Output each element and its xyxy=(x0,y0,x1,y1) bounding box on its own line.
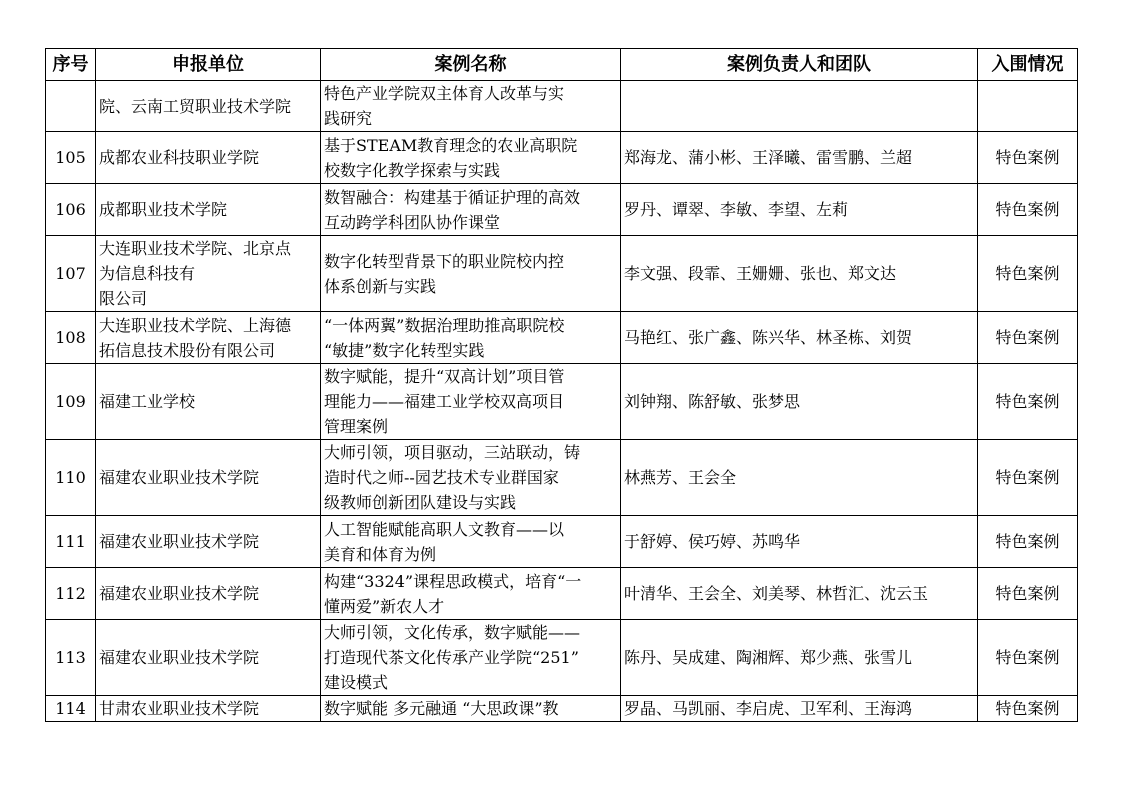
case-name-cell-line: 打造现代茶文化传承产业学院“251” xyxy=(324,648,579,667)
table-row xyxy=(46,516,1078,568)
unit-cell xyxy=(96,184,321,236)
unit-cell-line: 福建农业职业技术学院 xyxy=(99,648,260,667)
row-number: 110 xyxy=(46,440,96,516)
team-cell-line: 李文强、段霏、王姗姗、张也、郑文达 xyxy=(624,264,897,283)
case-name-cell-line: 数字赋能，提升“双高计划”项目管 xyxy=(324,367,565,386)
header-team: 案例负责人和团队 xyxy=(621,49,978,81)
header-unit: 申报单位 xyxy=(96,49,321,81)
case-name-cell xyxy=(321,132,621,184)
case-name-cell-line: 美育和体育为例 xyxy=(324,544,437,564)
team-cell xyxy=(621,236,978,312)
case-name-cell-line: 践研究 xyxy=(324,109,373,128)
unit-cell-line: 限公司 xyxy=(99,289,148,308)
case-name-cell xyxy=(321,568,621,620)
unit-cell xyxy=(96,132,321,184)
case-name-cell xyxy=(321,312,621,364)
table-row xyxy=(46,132,1078,184)
unit-cell xyxy=(96,620,321,696)
table-row xyxy=(46,236,1078,312)
unit-cell-line: 甘肃农业职业技术学院 xyxy=(99,699,260,718)
team-cell xyxy=(621,81,978,132)
table-row xyxy=(46,620,1078,696)
team-cell-line: 罗丹、谭翠、李敏、李望、左莉 xyxy=(624,200,849,219)
row-number: 114 xyxy=(46,696,96,722)
table-row xyxy=(46,568,1078,620)
unit-cell-line: 大连职业技术学院、上海德 xyxy=(99,315,292,335)
row-number: 112 xyxy=(46,568,96,620)
case-name-cell-line: 建设模式 xyxy=(324,673,389,692)
case-name-cell xyxy=(321,236,621,312)
case-name-cell xyxy=(321,440,621,516)
status-cell: 特色案例 xyxy=(978,568,1078,620)
unit-cell xyxy=(96,516,321,568)
row-number: 107 xyxy=(46,236,96,312)
unit-cell xyxy=(96,364,321,440)
unit-cell-line: 大连职业技术学院、北京点 xyxy=(99,239,292,258)
table-row xyxy=(46,440,1078,516)
row-number: 106 xyxy=(46,184,96,236)
unit-cell-line: 拓信息技术股份有限公司 xyxy=(99,340,276,360)
case-name-cell-line: 数字化转型背景下的职业院校内控 xyxy=(324,251,565,271)
table-row xyxy=(46,364,1078,440)
case-name-cell-line: 造时代之师--园艺技术专业群国家 xyxy=(324,468,559,487)
unit-cell xyxy=(96,81,321,132)
case-name-cell-line: 校数字化教学探索与实践 xyxy=(324,160,501,180)
status-cell: 特色案例 xyxy=(978,516,1078,568)
table-row xyxy=(46,696,1078,722)
team-cell-line: 刘钟翔、陈舒敏、张梦思 xyxy=(624,392,801,411)
table-row xyxy=(46,184,1078,236)
case-name-cell xyxy=(321,184,621,236)
case-name-cell xyxy=(321,696,621,722)
team-cell xyxy=(621,364,978,440)
header-row xyxy=(46,49,1078,81)
row-number: 109 xyxy=(46,364,96,440)
team-cell-line: 郑海龙、蒲小彬、王泽曦、雷雪鹏、兰超 xyxy=(624,148,913,167)
team-cell xyxy=(621,568,978,620)
unit-cell xyxy=(96,236,321,312)
case-name-cell-line: 大师引领，项目驱动，三站联动，铸 xyxy=(324,443,581,462)
table-row xyxy=(46,81,1078,132)
case-name-cell-line: 基于STEAM教育理念的农业高职院 xyxy=(324,135,578,155)
case-name-cell-line: 大师引领，文化传承，数字赋能—— xyxy=(324,623,581,642)
team-cell xyxy=(621,132,978,184)
case-name-cell-line: “敏捷”数字化转型实践 xyxy=(324,340,485,360)
status-cell: 特色案例 xyxy=(978,364,1078,440)
header-case-name: 案例名称 xyxy=(321,49,621,81)
case-name-cell-line: 懂两爱”新农人才 xyxy=(324,596,445,616)
team-cell xyxy=(621,516,978,568)
case-name-cell-line: 人工智能赋能高职人文教育——以 xyxy=(324,519,565,539)
team-cell xyxy=(621,184,978,236)
unit-cell-line: 院、云南工贸职业技术学院 xyxy=(99,96,292,116)
team-cell xyxy=(621,312,978,364)
case-name-cell-line: 构建“3324”课程思政模式，培育“一 xyxy=(324,571,582,591)
status-cell xyxy=(978,81,1078,132)
unit-cell-line: 福建农业职业技术学院 xyxy=(99,584,260,603)
case-name-cell-line: 数智融合：构建基于循证护理的高效 xyxy=(324,187,581,207)
unit-cell-line: 为信息科技有 xyxy=(99,264,196,283)
unit-cell-line: 成都农业科技职业学院 xyxy=(99,148,260,167)
team-cell xyxy=(621,620,978,696)
case-name-cell-line: 体系创新与实践 xyxy=(324,276,437,296)
row-number: 105 xyxy=(46,132,96,184)
case-name-cell-line: “一体两翼”数据治理助推高职院校 xyxy=(324,315,565,335)
row-number: 108 xyxy=(46,312,96,364)
team-cell-line: 陈丹、吴成建、陶湘辉、郑少燕、张雪儿 xyxy=(624,648,913,667)
unit-cell-line: 福建工业学校 xyxy=(99,392,196,411)
case-name-cell-line: 理能力——福建工业学校双高项目 xyxy=(324,392,565,411)
header-status: 入围情况 xyxy=(978,49,1078,81)
team-cell xyxy=(621,440,978,516)
unit-cell xyxy=(96,312,321,364)
unit-cell xyxy=(96,696,321,722)
status-cell: 特色案例 xyxy=(978,440,1078,516)
row-number: 113 xyxy=(46,620,96,696)
unit-cell-line: 福建农业职业技术学院 xyxy=(99,468,260,487)
case-name-cell xyxy=(321,516,621,568)
case-name-cell-line: 特色产业学院双主体育人改革与实 xyxy=(324,84,565,103)
case-name-cell-line: 互动跨学科团队协作课堂 xyxy=(324,212,501,232)
team-cell-line: 于舒婷、侯巧婷、苏鸣华 xyxy=(624,532,801,551)
status-cell: 特色案例 xyxy=(978,184,1078,236)
row-number xyxy=(46,81,96,132)
unit-cell-line: 福建农业职业技术学院 xyxy=(99,532,260,551)
unit-cell-line: 成都职业技术学院 xyxy=(99,200,228,219)
unit-cell xyxy=(96,440,321,516)
team-cell-line: 罗晶、马凯丽、李启虎、卫军利、王海鸿 xyxy=(624,699,913,718)
case-name-cell-line: 级教师创新团队建设与实践 xyxy=(324,493,517,512)
case-name-cell xyxy=(321,620,621,696)
status-cell: 特色案例 xyxy=(978,620,1078,696)
table-row xyxy=(46,312,1078,364)
unit-cell xyxy=(96,568,321,620)
header-no: 序号 xyxy=(46,49,96,81)
status-cell: 特色案例 xyxy=(978,236,1078,312)
cases-table xyxy=(45,48,1078,722)
team-cell-line: 叶清华、王会全、刘美琴、林哲汇、沈云玉 xyxy=(624,584,929,603)
case-name-cell xyxy=(321,81,621,132)
status-cell: 特色案例 xyxy=(978,132,1078,184)
team-cell-line: 林燕芳、王会全 xyxy=(624,468,737,487)
team-cell-line: 马艳红、张广鑫、陈兴华、林圣栋、刘贺 xyxy=(624,328,913,347)
case-name-cell-line: 管理案例 xyxy=(324,417,389,436)
row-number: 111 xyxy=(46,516,96,568)
case-name-cell xyxy=(321,364,621,440)
status-cell: 特色案例 xyxy=(978,696,1078,722)
team-cell xyxy=(621,696,978,722)
case-name-cell-line: 数字赋能 多元融通 “大思政课”教 xyxy=(324,699,559,718)
status-cell: 特色案例 xyxy=(978,312,1078,364)
